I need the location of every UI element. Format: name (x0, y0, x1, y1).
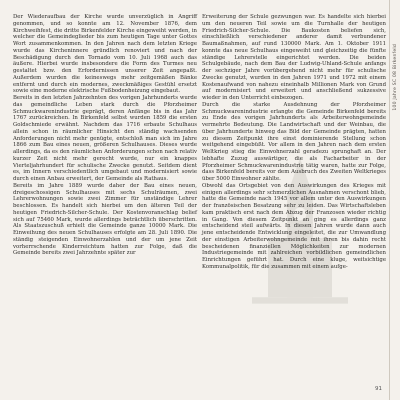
article-left-column (13, 14, 197, 257)
article-paragraph: Der Wiederaufbau der Kirche wurde unverzüglich in Angriff genommen, und so konnte am 12. November 1876, dem Kirchweihfest, die dritte Birkenfelder Kirche eingeweiht werden, in welcher die Gemeindeglieder bis zum heutigen Tage unter Gottes Wort zusammenkommen. In den Jahren nach dem letzten Kriege wurde das Kircheninnere gründlich renoviert und nach der Beschädigung durch den Tornado vom 10. Juli 1968 auch das äußere. Hierbei wurde insbesondere die Form des Turmes neu gestaltet bzw. den Erfordernissen unserer Zeit angepaßt. Außerdem wurden die keineswegs mehr zeitgemäßen Bänke entfernt und durch ein modernes, zweckmäßiges Gestühl ersetzt sowie eine moderne elektrische Fußbodenheizung eingebaut. (13, 14, 197, 95)
article-paragraph: Bereits in den letzten Jahrzehnten des vorigen Jahrhunderts wurde das gemeindliche Leben stark durch die Pforzheimer Schmuckwarenindustrie geprägt, deren Anfänge bis in das Jahr 1767 zurückreichen. In Birkenfeld selbst wurden 1859 die ersten Goldschmiede erwähnt. Nachdem das 1716 erbaute Schulhaus allein schon in räumlicher Hinsicht den ständig wachsenden Anforderungen nicht mehr genügte, entschloß man sich im Jahre 1866 zum Bau eines neuen, größeren Schulhauses. Dieses wurde allerdings, da es den räumlichen Anforderungen schon nach relativ kurzer Zeit nicht mehr gerecht wurde, nur ein knappes Vierteljahrhundert für schulische Zwecke genutzt. Seitdem dient es, im Innern verschiedentlich umgebaut und modernisiert sowie durch einen Anbau erweitert, der Gemeinde als Rathaus. (13, 95, 197, 182)
article-paragraph: Bereits im Jahre 1889 wurde daher der Bau eines neuen, dreigeschossigen Schulhauses mit sechs Schulräumen, zwei Lehrerwohnungen sowie zwei Zimmer für unständige Lehrer beschlossen. Es handelt sich hierbei um den älteren Teil der heutigen Friedrich-Silcher-Schule. Der Kostenvoranschlag belief sich auf 75460 Mark, wurde allerdings beträchtlich überschritten. Als Staatszuschuß erhielt die Gemeinde ganze 10000 Mark. Die Einweihung des neuen Schulhauses erfolgte am 28. Juli 1890. Die ständig steigenden Einwohnerzahlen und der um jene Zeit vorherrschende Kinderreichtum hatten zur Folge, daß die Gemeinde bereits zwei Jahrzehnte später zur (13, 182, 197, 257)
article-paragraph: Durch die starke Ausdehnung der Pforzheimer Schmuckwarenindustrie erlangte die Gemeinde Birkenfeld bereits zu Ende des vorigen Jahrhunderts als Arbeiterwohngemeinde vermehrte Bedeutung. Die Landwirtschaft und der Weinbau, die über Jahrhunderte hinweg das Bild der Gemeinde prägten, hatten zu diesem Zeitpunkt ihre einst dominierende Stellung schon weitgehend eingebüßt. Vor allem in den Jahren nach dem ersten Weltkrieg stieg die Einwohnerzahl geradezu sprunghaft an. Der lebhafte Zuzug auswärtiger, die als Facharbeiter in der Pforzheimer Schmuckwarenindustrie tätig waren, hatte zur Folge, dass Birkenfeld bereits vor dem Ausbruch des Zweiten Weltkrieges über 5000 Einwohner zählte. (202, 101, 386, 182)
article-right-column (202, 14, 386, 271)
page-edge-divider (389, 0, 390, 400)
article-paragraph: Obwohl das Ortsgebiet von den Auswirkungen des Krieges mit einigen allerdings sehr schmerzlichen Ausnahmen verschont blieb, hatte die Gemeinde nach 1945 vor allem unter den Auswirkungen der französischen Besatzung sehr zu leiden. Das Wirtschaftsleben kam praktisch erst nach dem Abzug der Franzosen wieder richtig in Gang. Von diesem Zeitpunkt an ging es allerdings ganz entscheidend steil aufwärts. In diesen Jahren wurde dann auch jene entscheidende Entwicklung eingeleitet, die zur Umwandlung der einstigen Arbeiterwohngemeinde mit ihren bis dahin recht bescheidenen finanziellen Möglichkeiten zur modernen Industriegemeinde mit zahlreichen vorbildlichen gemeindlichen Einrichtungen geführt hat. Durch eine kluge, weitsichtige Kommunalpolitik, für die zusammen mit einem aufge- (202, 182, 386, 270)
article-paragraph: Erweiterung der Schule gezwungen war. Es handelte sich hierbei um den neueren Teil sowie um die Turnhalle der heutigen Friedrich-Silcher-Schule. Die Baukosten beliefen sich, einschließlich verschiedener anderer damit verbundener Baumaßnahmen, auf rund 130000 Mark. Am 1. Oktober 1911 konnte das neue Schulhaus eingeweiht und gleichzeitig die fünfte ständige Lehrerstelle eingerichtet werden. Die beiden Schulgebäude, nach dem Bau der Ludwig-Uhland-Schule anfangs der sechziger Jahre vorübergehend nicht mehr für schulische Zwecke genutzt, wurden in den Jahren 1971 und 1972 mit einem Kostenaufwand von nahezu eineinhalb Millionen Mark von Grund auf modernisiert und erweitert und anschließend sukzessive wieder in den Unterricht einbezogen. (202, 14, 386, 101)
page-number: 91 (375, 386, 382, 392)
running-header: 100 Jahre SC 08 Birkenfeld (393, 44, 398, 111)
